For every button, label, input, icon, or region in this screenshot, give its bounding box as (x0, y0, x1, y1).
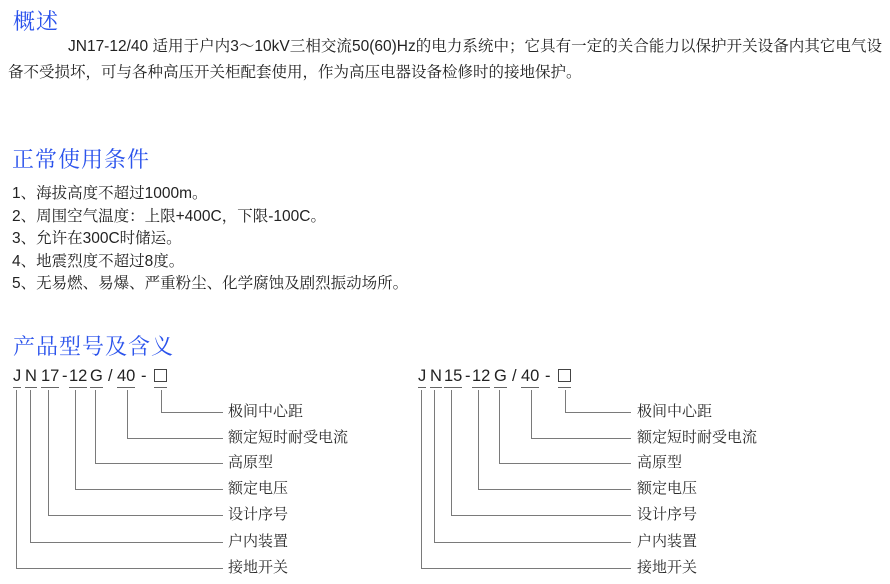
connector-line (16, 390, 223, 569)
section-title-overview: 概述 (13, 9, 60, 34)
model-label: 接地开关 (228, 559, 289, 576)
model-label: 设计序号 (228, 506, 289, 523)
model-label: 极间中心距 (228, 403, 304, 420)
connector-line (421, 390, 631, 569)
model-token: J (13, 366, 21, 388)
condition-item: 3、允许在300C时储运。 (12, 230, 182, 248)
conditions-list (12, 183, 408, 296)
model-dash: - (62, 367, 68, 385)
model-token: G (90, 366, 103, 388)
model-token: G (494, 366, 507, 388)
section-title-conditions: 正常使用条件 (12, 147, 151, 172)
section-title-models: 产品型号及含义 (13, 334, 175, 359)
condition-item: 1、海拔高度不超过1000m。 (12, 185, 208, 202)
model-label: 户内装置 (637, 533, 698, 550)
model-label: 额定电压 (228, 480, 289, 497)
model-dash: - (545, 367, 551, 385)
model-token: J (418, 366, 426, 388)
model-slash: / (512, 367, 517, 385)
model-slash: / (108, 367, 113, 385)
model-dash: - (465, 367, 471, 385)
model-token: 40 (521, 366, 539, 388)
model-token: 12 (472, 366, 490, 388)
model-token: 40 (117, 366, 135, 388)
model-label: 极间中心距 (637, 403, 713, 420)
model-label: 高原型 (228, 454, 274, 471)
model-dash: - (141, 367, 147, 385)
model-diagram-jn17 (13, 366, 458, 582)
pole-distance-box (558, 366, 571, 388)
model-label: 高原型 (637, 454, 683, 471)
model-label: 额定电压 (637, 480, 698, 497)
condition-item: 5、无易燃、易爆、严重粉尘、化学腐蚀及剧烈振动场所。 (12, 275, 409, 293)
model-label: 接地开关 (637, 559, 698, 576)
model-label: 额定短时耐受电流 (228, 429, 349, 446)
model-token: 15 (444, 366, 462, 388)
model-token: 12 (69, 366, 87, 388)
model-token: N (25, 366, 37, 388)
square-placeholder-icon (558, 369, 571, 382)
pole-distance-box (154, 366, 167, 388)
model-label: 额定短时耐受电流 (637, 429, 758, 446)
model-token: N (430, 366, 442, 388)
model-token: 17 (41, 366, 59, 388)
model-label: 设计序号 (637, 506, 698, 523)
overview-paragraph: JN17-12/40 适用于户内3～10kV三相交流50(60)Hz的电力系统中；它具有一定的关合能力以保护开关设备内其它电气设备不受损坏，可与各种高压开关柜配套使用，作为高压电器设备检修时的接地保护。 (8, 38, 882, 81)
model-label: 户内装置 (228, 533, 289, 550)
condition-item: 2、周围空气温度：上限+400C，下限-100C。 (12, 207, 326, 225)
condition-item: 4、地震烈度不超过8度。 (12, 252, 185, 270)
square-placeholder-icon (154, 369, 167, 382)
model-diagram-jn15 (418, 366, 863, 582)
